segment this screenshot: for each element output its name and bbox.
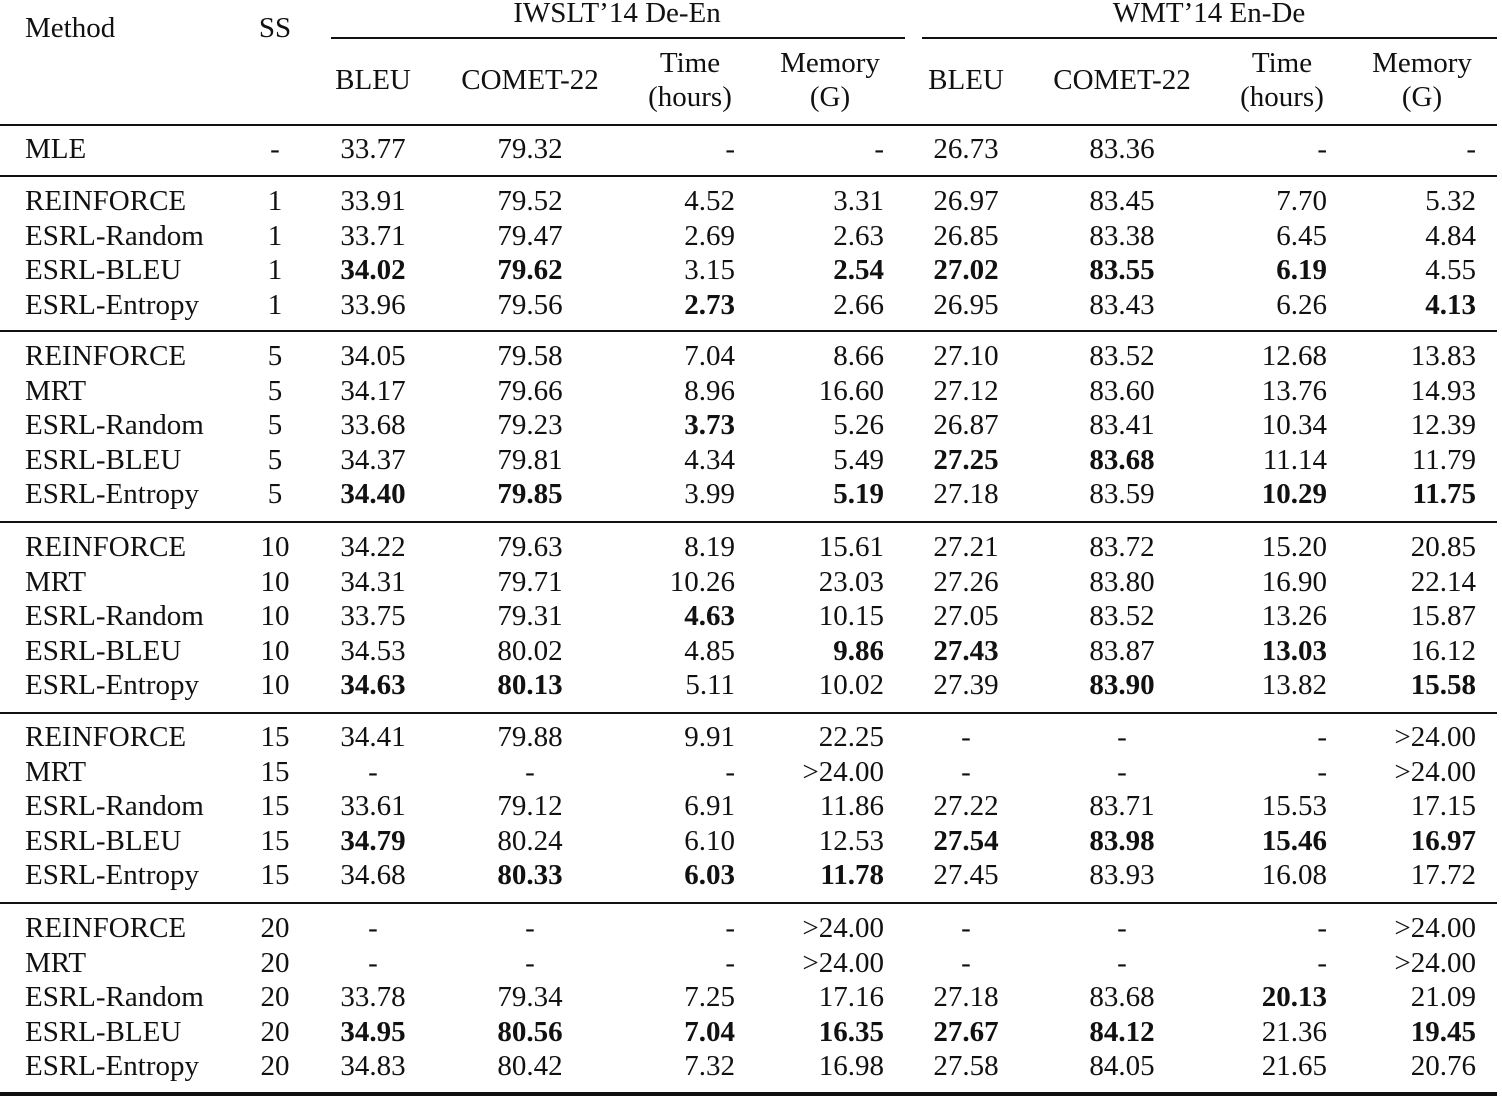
ss-cell: 5	[267, 409, 283, 442]
memory-wmt-cell: 13.83	[1410, 340, 1476, 372]
comet-iwslt-cell: 79.71	[497, 565, 563, 598]
memory-iwslt-cell: >24.00	[802, 912, 884, 944]
time-wmt-cell: 7.70	[1276, 185, 1327, 217]
ss-cell: 10	[260, 531, 290, 563]
ss-cell: 1	[267, 185, 283, 217]
method-cell: ESRL-BLEU	[25, 254, 182, 287]
bleu-wmt-cell: -	[961, 946, 971, 979]
bleu-wmt-cell: 26.73	[933, 133, 999, 165]
method-cell: ESRL-Random	[25, 219, 204, 252]
header-comet-wmt: COMET-22	[1053, 64, 1191, 96]
memory-wmt-cell: 5.32	[1425, 185, 1476, 217]
memory-iwslt-cell: 16.60	[818, 374, 884, 407]
bleu-iwslt-cell: 34.53	[340, 634, 406, 667]
time-wmt-cell: 13.26	[1261, 600, 1327, 633]
comet-wmt-cell: 84.12	[1089, 1015, 1155, 1048]
ss-cell: 5	[267, 443, 283, 476]
memory-iwslt-cell: 2.63	[833, 219, 884, 252]
comet-iwslt-cell: 80.02	[497, 634, 563, 667]
memory-iwslt-cell: 2.54	[833, 254, 884, 287]
method-cell: MRT	[25, 374, 87, 407]
ss-cell: 5	[267, 478, 283, 511]
ss-cell: 5	[267, 374, 283, 407]
ss-cell: 10	[260, 600, 290, 633]
ss-cell: -	[270, 133, 280, 165]
time-iwslt-cell: 4.52	[684, 185, 735, 217]
comet-iwslt-cell: 80.13	[497, 669, 563, 702]
comet-iwslt-cell: 79.66	[497, 374, 563, 407]
comet-iwslt-cell: 80.56	[497, 1015, 563, 1048]
time-wmt-cell: 13.82	[1261, 669, 1327, 702]
bleu-iwslt-cell: 34.37	[340, 443, 406, 476]
comet-iwslt-cell: 79.81	[497, 443, 563, 476]
bleu-wmt-cell: 27.26	[933, 565, 999, 598]
comet-iwslt-cell: 79.58	[497, 340, 563, 372]
time-wmt-cell: -	[1317, 721, 1327, 753]
ss-cell: 1	[267, 254, 283, 287]
method-cell: ESRL-BLEU	[25, 443, 182, 476]
time-wmt-cell: 16.08	[1261, 859, 1327, 892]
time-wmt-cell: -	[1317, 755, 1327, 788]
time-iwslt-cell: 7.32	[684, 1050, 735, 1083]
bleu-iwslt-cell: 33.75	[340, 600, 406, 633]
memory-iwslt-cell: 16.35	[818, 1015, 884, 1048]
memory-wmt-cell: 17.72	[1410, 859, 1476, 892]
memory-wmt-cell: 15.87	[1410, 600, 1476, 633]
time-iwslt-cell: 3.15	[684, 254, 735, 287]
method-cell: REINFORCE	[25, 912, 187, 944]
memory-iwslt-cell: 10.15	[818, 600, 884, 633]
comet-wmt-cell: 83.38	[1089, 219, 1155, 252]
time-iwslt-cell: 7.25	[684, 981, 735, 1014]
method-cell: ESRL-Random	[25, 790, 204, 823]
bleu-wmt-cell: 27.02	[933, 254, 999, 287]
time-wmt-cell: 13.76	[1261, 374, 1327, 407]
comet-wmt-cell: 83.52	[1089, 600, 1155, 633]
group-rule-wmt	[922, 37, 1497, 39]
time-iwslt-cell: 2.73	[684, 288, 735, 321]
time-iwslt-cell: 4.85	[684, 634, 735, 667]
bleu-wmt-cell: -	[961, 721, 971, 753]
memory-iwslt-cell: 5.26	[833, 409, 884, 442]
bleu-wmt-cell: 27.10	[933, 340, 999, 372]
header-memory-iwslt: Memory (G)	[780, 47, 880, 113]
time-wmt-cell: 15.20	[1261, 531, 1327, 563]
comet-iwslt-cell: 79.62	[497, 254, 563, 287]
time-wmt-cell: 13.03	[1261, 634, 1327, 667]
comet-iwslt-cell: 79.34	[497, 981, 563, 1014]
comet-iwslt-cell: 79.32	[497, 133, 563, 165]
time-wmt-cell: 6.26	[1276, 288, 1327, 321]
memory-wmt-cell: -	[1466, 133, 1476, 165]
memory-wmt-cell: 12.39	[1410, 409, 1476, 442]
bleu-wmt-cell: 26.85	[933, 219, 999, 252]
memory-wmt-cell: 16.97	[1410, 824, 1476, 857]
comet-iwslt-cell: 79.88	[497, 721, 563, 753]
method-cell: REINFORCE	[25, 185, 187, 217]
header-comet-iwslt: COMET-22	[461, 64, 599, 96]
time-iwslt-cell: 3.99	[684, 478, 735, 511]
bleu-iwslt-cell: -	[368, 755, 378, 788]
time-iwslt-cell: -	[725, 946, 735, 979]
header-rule	[0, 124, 1497, 126]
ss-cell: 20	[260, 1050, 290, 1083]
time-iwslt-cell: 8.19	[684, 531, 735, 563]
bleu-wmt-cell: 27.25	[933, 443, 999, 476]
comet-wmt-cell: 83.41	[1089, 409, 1155, 442]
header-time-wmt: Time (hours)	[1240, 47, 1324, 113]
comet-iwslt-cell: 79.56	[497, 288, 563, 321]
ss-cell: 5	[267, 340, 283, 372]
ss-cell: 15	[260, 721, 290, 753]
comet-wmt-cell: 83.60	[1089, 374, 1155, 407]
comet-iwslt-cell: -	[525, 946, 535, 979]
bleu-wmt-cell: 27.45	[933, 859, 999, 892]
header-bleu-wmt: BLEU	[928, 64, 1004, 96]
time-iwslt-cell: 6.10	[684, 824, 735, 857]
memory-wmt-cell: 19.45	[1410, 1015, 1476, 1048]
bleu-wmt-cell: 27.21	[933, 531, 999, 563]
memory-wmt-cell: 21.09	[1410, 981, 1476, 1014]
time-iwslt-cell: 5.11	[685, 669, 735, 702]
comet-iwslt-cell: 80.42	[497, 1050, 563, 1083]
comet-wmt-cell: 83.72	[1089, 531, 1155, 563]
comet-wmt-cell: 83.98	[1089, 824, 1155, 857]
comet-wmt-cell: 83.36	[1089, 133, 1155, 165]
memory-iwslt-cell: >24.00	[802, 755, 884, 788]
time-iwslt-cell: -	[725, 912, 735, 944]
bleu-iwslt-cell: 34.17	[340, 374, 406, 407]
memory-iwslt-cell: >24.00	[802, 946, 884, 979]
bleu-wmt-cell: 26.95	[933, 288, 999, 321]
bleu-wmt-cell: 27.18	[933, 478, 999, 511]
time-wmt-cell: 6.45	[1276, 219, 1327, 252]
group-separator-rule	[0, 712, 1497, 714]
time-wmt-cell: 12.68	[1261, 340, 1327, 372]
method-cell: ESRL-Entropy	[25, 669, 199, 702]
bleu-wmt-cell: 27.67	[933, 1015, 999, 1048]
group-separator-rule	[0, 521, 1497, 523]
memory-iwslt-cell: 11.86	[819, 790, 884, 823]
method-cell: ESRL-Entropy	[25, 288, 199, 321]
comet-iwslt-cell: 79.52	[497, 185, 563, 217]
memory-iwslt-cell: 5.49	[833, 443, 884, 476]
comet-wmt-cell: 83.87	[1089, 634, 1155, 667]
bleu-iwslt-cell: 33.77	[340, 133, 406, 165]
bleu-wmt-cell: 27.22	[933, 790, 999, 823]
time-wmt-cell: 10.34	[1261, 409, 1327, 442]
memory-wmt-cell: 16.12	[1410, 634, 1476, 667]
comet-wmt-cell: -	[1117, 721, 1127, 753]
bleu-iwslt-cell: 33.71	[340, 219, 406, 252]
time-iwslt-cell: 7.04	[684, 1015, 735, 1048]
memory-wmt-cell: 22.14	[1410, 565, 1476, 598]
comet-wmt-cell: 83.90	[1089, 669, 1155, 702]
bleu-iwslt-cell: 34.31	[340, 565, 406, 598]
time-iwslt-cell: 8.96	[684, 374, 735, 407]
memory-iwslt-cell: 23.03	[818, 565, 884, 598]
method-cell: REINFORCE	[25, 340, 187, 372]
comet-wmt-cell: 83.80	[1089, 565, 1155, 598]
bleu-iwslt-cell: 34.40	[340, 478, 406, 511]
bleu-iwslt-cell: -	[368, 946, 378, 979]
method-cell: ESRL-Random	[25, 600, 204, 633]
ss-cell: 1	[267, 288, 283, 321]
time-iwslt-cell: -	[725, 755, 735, 788]
bleu-iwslt-cell: 34.22	[340, 531, 406, 563]
ss-cell: 20	[260, 946, 290, 979]
comet-iwslt-cell: 79.12	[497, 790, 563, 823]
method-cell: ESRL-Entropy	[25, 859, 199, 892]
memory-wmt-cell: >24.00	[1394, 755, 1476, 788]
bleu-iwslt-cell: 33.96	[340, 288, 406, 321]
time-iwslt-cell: 9.91	[684, 721, 735, 753]
comet-wmt-cell: 83.43	[1089, 288, 1155, 321]
comet-iwslt-cell: 79.31	[497, 600, 563, 633]
ss-cell: 15	[260, 859, 290, 892]
bleu-iwslt-cell: 34.95	[340, 1015, 406, 1048]
time-wmt-cell: 16.90	[1261, 565, 1327, 598]
header-group-wmt: WMT’14 En-De	[1112, 0, 1306, 29]
time-wmt-cell: 6.19	[1276, 254, 1327, 287]
method-cell: ESRL-Entropy	[25, 478, 199, 511]
bleu-iwslt-cell: 34.02	[340, 254, 406, 287]
comet-iwslt-cell: -	[525, 912, 535, 944]
comet-iwslt-cell: -	[525, 755, 535, 788]
ss-cell: 15	[260, 755, 290, 788]
time-wmt-cell: 21.65	[1261, 1050, 1327, 1083]
time-wmt-cell: 15.46	[1261, 824, 1327, 857]
comet-wmt-cell: 83.45	[1089, 185, 1155, 217]
comet-wmt-cell: 83.71	[1089, 790, 1155, 823]
bleu-wmt-cell: 26.87	[933, 409, 999, 442]
memory-iwslt-cell: 16.98	[818, 1050, 884, 1083]
time-wmt-cell: 20.13	[1261, 981, 1327, 1014]
ss-cell: 10	[260, 634, 290, 667]
bleu-iwslt-cell: 34.79	[340, 824, 406, 857]
comet-iwslt-cell: 79.63	[497, 531, 563, 563]
bleu-wmt-cell: 27.12	[933, 374, 999, 407]
bleu-wmt-cell: 27.18	[933, 981, 999, 1014]
comet-iwslt-cell: 80.33	[497, 859, 563, 892]
bleu-iwslt-cell: 33.68	[340, 409, 406, 442]
time-wmt-cell: -	[1317, 133, 1327, 165]
memory-iwslt-cell: 11.78	[820, 859, 884, 892]
bleu-iwslt-cell: 33.78	[340, 981, 406, 1014]
memory-iwslt-cell: 22.25	[818, 721, 884, 753]
method-cell: ESRL-Random	[25, 981, 204, 1014]
method-cell: MRT	[25, 946, 87, 979]
time-iwslt-cell: 4.63	[684, 600, 735, 633]
memory-iwslt-cell: 5.19	[833, 478, 884, 511]
ss-cell: 20	[260, 912, 290, 944]
ss-cell: 1	[267, 219, 283, 252]
memory-wmt-cell: 17.15	[1410, 790, 1476, 823]
group-separator-rule	[0, 902, 1497, 904]
memory-iwslt-cell: 2.66	[833, 288, 884, 321]
time-iwslt-cell: 2.69	[684, 219, 735, 252]
bleu-iwslt-cell: 34.83	[340, 1050, 406, 1083]
memory-wmt-cell: >24.00	[1394, 912, 1476, 944]
bleu-iwslt-cell: 34.63	[340, 669, 406, 702]
memory-wmt-cell: 15.58	[1410, 669, 1476, 702]
bleu-wmt-cell: -	[961, 912, 971, 944]
time-wmt-cell: -	[1317, 912, 1327, 944]
memory-wmt-cell: 11.75	[1412, 478, 1476, 511]
time-iwslt-cell: 7.04	[684, 340, 735, 372]
memory-iwslt-cell: 3.31	[833, 185, 884, 217]
bleu-wmt-cell: 26.97	[933, 185, 999, 217]
group-rule-iwslt	[331, 37, 905, 39]
ss-cell: 20	[260, 1015, 290, 1048]
ss-cell: 10	[260, 669, 290, 702]
ss-cell: 10	[260, 565, 290, 598]
memory-iwslt-cell: -	[874, 133, 884, 165]
bleu-wmt-cell: -	[961, 755, 971, 788]
header-memory-wmt: Memory (G)	[1372, 47, 1472, 113]
header-ss: SS	[258, 12, 292, 44]
comet-wmt-cell: -	[1117, 946, 1127, 979]
time-wmt-cell: 10.29	[1261, 478, 1327, 511]
comet-wmt-cell: -	[1117, 912, 1127, 944]
method-cell: MRT	[25, 755, 87, 788]
bleu-iwslt-cell: 33.91	[340, 185, 406, 217]
memory-iwslt-cell: 12.53	[818, 824, 884, 857]
header-group-iwslt: IWSLT’14 De-En	[513, 0, 721, 29]
bleu-iwslt-cell: 34.05	[340, 340, 406, 372]
comet-wmt-cell: 83.59	[1089, 478, 1155, 511]
header-method: Method	[25, 12, 116, 44]
time-iwslt-cell: 3.73	[684, 409, 735, 442]
bleu-wmt-cell: 27.05	[933, 600, 999, 633]
method-cell: MRT	[25, 565, 87, 598]
bleu-wmt-cell: 27.39	[933, 669, 999, 702]
memory-wmt-cell: 20.85	[1410, 531, 1476, 563]
method-cell: ESRL-Entropy	[25, 1050, 199, 1083]
method-cell: ESRL-BLEU	[25, 634, 182, 667]
comet-wmt-cell: 84.05	[1089, 1050, 1155, 1083]
memory-wmt-cell: 11.79	[1411, 443, 1476, 476]
bleu-iwslt-cell: 33.61	[340, 790, 406, 823]
comet-iwslt-cell: 79.23	[497, 409, 563, 442]
bleu-wmt-cell: 27.43	[933, 634, 999, 667]
time-iwslt-cell: 4.34	[684, 443, 735, 476]
comet-wmt-cell: 83.68	[1089, 443, 1155, 476]
time-wmt-cell: 11.14	[1262, 443, 1327, 476]
bottom-rule	[0, 1092, 1497, 1096]
memory-wmt-cell: >24.00	[1394, 721, 1476, 753]
ss-cell: 20	[260, 981, 290, 1014]
bleu-wmt-cell: 27.54	[933, 824, 999, 857]
memory-iwslt-cell: 9.86	[833, 634, 884, 667]
time-wmt-cell: -	[1317, 946, 1327, 979]
header-time-iwslt: Time (hours)	[648, 47, 732, 113]
ss-cell: 15	[260, 824, 290, 857]
bleu-iwslt-cell: 34.68	[340, 859, 406, 892]
comet-iwslt-cell: 80.24	[497, 824, 563, 857]
comet-wmt-cell: 83.52	[1089, 340, 1155, 372]
time-iwslt-cell: 6.03	[684, 859, 735, 892]
group-separator-rule	[0, 330, 1497, 332]
time-wmt-cell: 15.53	[1261, 790, 1327, 823]
method-cell: REINFORCE	[25, 531, 187, 563]
memory-iwslt-cell: 17.16	[818, 981, 884, 1014]
memory-wmt-cell: 4.55	[1425, 254, 1476, 287]
group-separator-rule	[0, 175, 1497, 177]
memory-wmt-cell: 20.76	[1410, 1050, 1476, 1083]
memory-wmt-cell: 4.84	[1425, 219, 1476, 252]
method-cell: ESRL-BLEU	[25, 1015, 182, 1048]
comet-wmt-cell: -	[1117, 755, 1127, 788]
memory-wmt-cell: 14.93	[1410, 374, 1476, 407]
time-iwslt-cell: 10.26	[669, 565, 735, 598]
memory-wmt-cell: 4.13	[1425, 288, 1476, 321]
comet-wmt-cell: 83.68	[1089, 981, 1155, 1014]
bleu-wmt-cell: 27.58	[933, 1050, 999, 1083]
method-cell: REINFORCE	[25, 721, 187, 753]
time-iwslt-cell: -	[725, 133, 735, 165]
memory-iwslt-cell: 10.02	[818, 669, 884, 702]
method-cell: ESRL-BLEU	[25, 824, 182, 857]
ss-cell: 15	[260, 790, 290, 823]
memory-iwslt-cell: 8.66	[833, 340, 884, 372]
method-cell: ESRL-Random	[25, 409, 204, 442]
comet-iwslt-cell: 79.47	[497, 219, 563, 252]
header-bleu-iwslt: BLEU	[335, 64, 411, 96]
memory-iwslt-cell: 15.61	[818, 531, 884, 563]
comet-wmt-cell: 83.93	[1089, 859, 1155, 892]
time-iwslt-cell: 6.91	[684, 790, 735, 823]
bleu-iwslt-cell: -	[368, 912, 378, 944]
memory-wmt-cell: >24.00	[1394, 946, 1476, 979]
comet-wmt-cell: 83.55	[1089, 254, 1155, 287]
method-cell: MLE	[25, 133, 87, 165]
bleu-iwslt-cell: 34.41	[340, 721, 406, 753]
time-wmt-cell: 21.36	[1261, 1015, 1327, 1048]
comet-iwslt-cell: 79.85	[497, 478, 563, 511]
